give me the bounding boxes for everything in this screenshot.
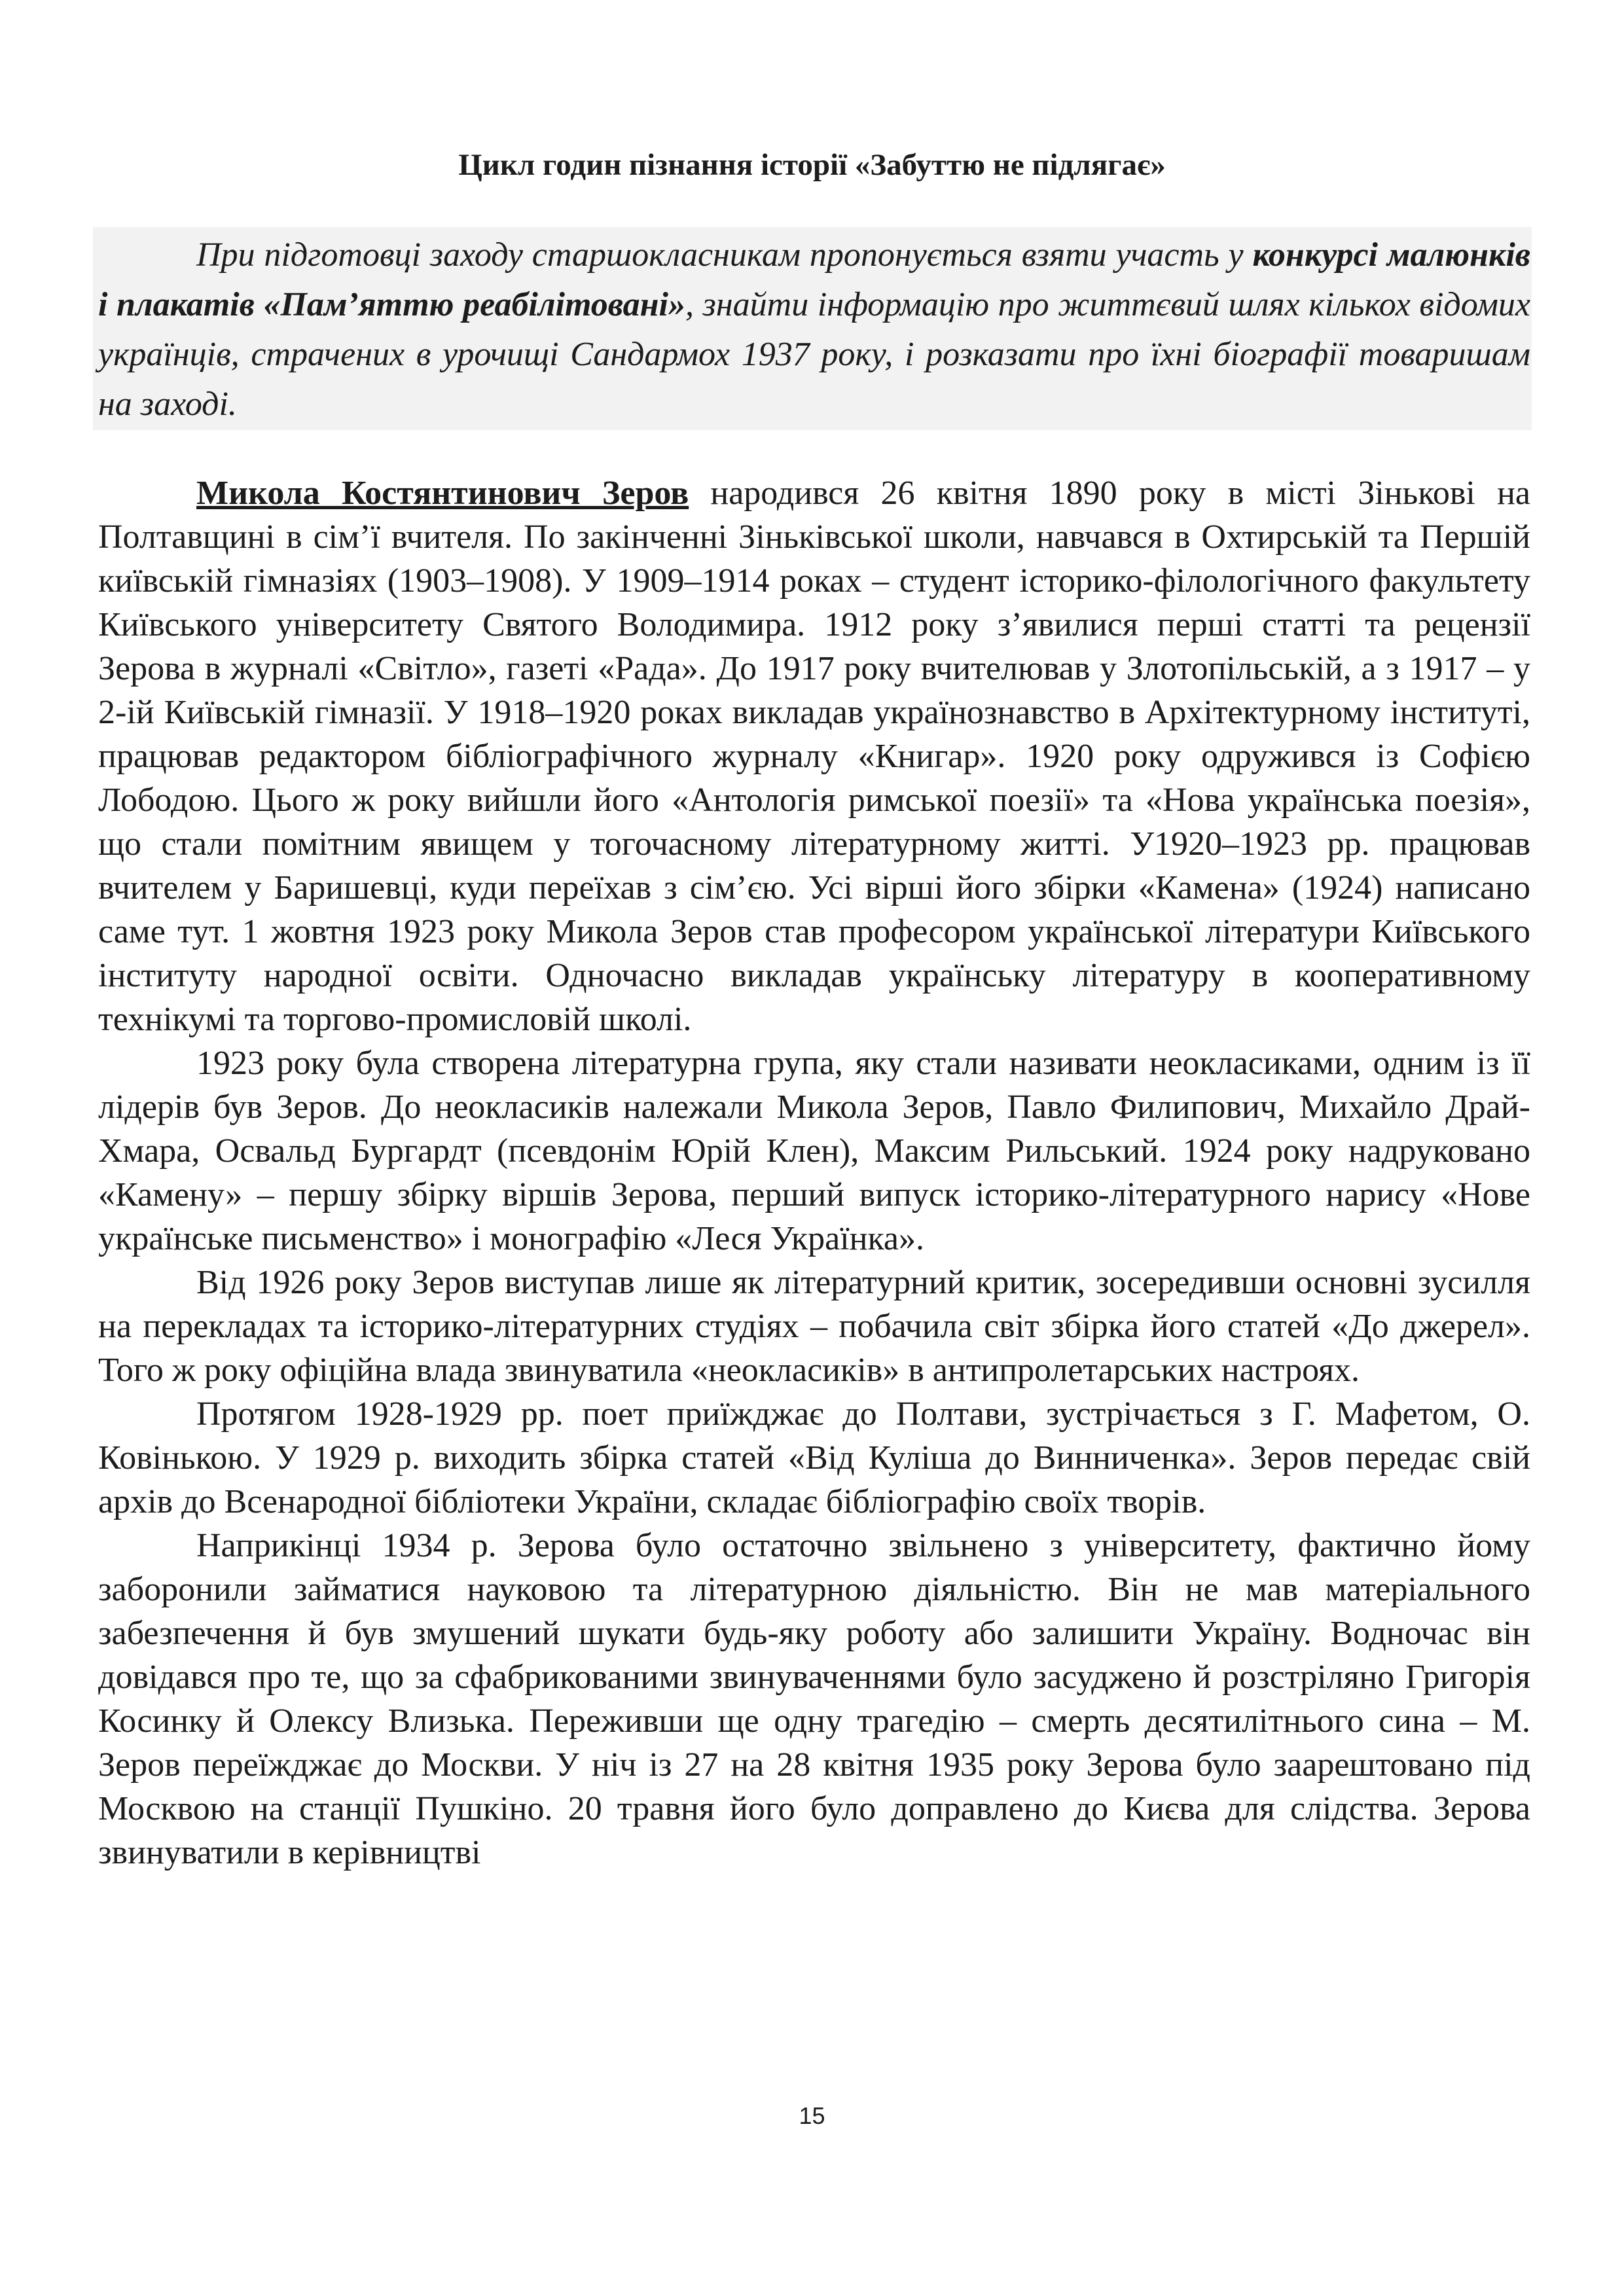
article-body: [98, 471, 1530, 1874]
paragraph-neoclassics: 1923 року була створена літературна група, яку стали називати неокласиками, одним із її лідерів був Зеров. До неокласиків належали Микола Зеров, Павло Филипович, Михайло Драй-Хмара, Освальд Бургардт (псевдонім Юрій Клен), Максим Рильський. 1924 року надруковано «Камену» – першу збірку віршів Зерова, перший випуск історико-літературного нарису «Нове українське письменство» і монографію «Леся Українка».: [98, 1045, 1530, 1257]
paragraph-critic: Від 1926 року Зеров виступав лише як літературний критик, зосередивши основні зусилля на перекладах та історико-літературних студіях – побачила світ збірка його статей «До джерел». Того ж року офіційна влада звинуватила «неокласиків» в антипролетарських настроях.: [98, 1264, 1530, 1389]
page-title: Цикл годин пізнання історії «Забуттю не підлягає»: [458, 148, 1166, 182]
paragraph-poltava: Протягом 1928-1929 рр. поет приїжджає до Полтави, зустрічається з Г. Мафетом, О. Ковінькою. У 1929 р. виходить збірка статей «Від Куліша до Винниченка». Зеров передає свій архів до Всенародної бібліотеки України, складає бібліографію своїх творів.: [98, 1395, 1530, 1520]
intro-paragraph: [98, 230, 1530, 429]
intro-text-end: , знайти інформацію про життєвий шлях кількох відомих українців, страчених в урочищі Сандармох 1937 року, і розказати про їхні біографії товаришам на заході.: [98, 286, 1530, 423]
contest-name: конкурсі малюнків і плакатів «Пам’яттю реабілітовані»: [98, 236, 1531, 323]
page-number: 15: [799, 2102, 825, 2129]
intro-text-start: При підготовці заходу старшокласникам пропонується взяти участь у: [196, 236, 1253, 274]
person-name: Микола Костянтинович Зеров: [196, 475, 689, 512]
paragraph-biography: [98, 471, 1530, 1041]
paragraph-text: народився 26 квітня 1890 року в місті Зінькові на Полтавщині в сім’ї вчителя. По закінченні Зіньківської школи, навчався в Охтирській та Першій київській гімназіях (1903–1908). У 1909–1914 роках – студент історико-філологічного факультету Київського університету Святого Володимира. 1912 року з’явилися перші статті та рецензії Зерова в журналі «Світло», газеті «Рада». До 1917 року вчителював у Злотопільській, а з 1917 – у 2-ій Київській гімназії. У 1918–1920 роках викладав українознавство в Архітектурному інституті, працював редактором бібліографічного журналу «Книгар». 1920 року одружився із Софією Лободою. Цього ж року вийшли його «Антологія римської поезії» та «Нова українська поезія», що стали помітним явищем у тогочасному літературному житті. У1920–1923 рр. працював вчителем у Баришевці, куди переїхав з сім’єю. Усі вірші його збірки «Камена» (1924) написано саме тут. 1 жовтня 1923 року Микола Зеров став професором української літератури Київського інституту народної освіти. Одночасно викладав українську літературу в кооперативному технікумі та торгово-промисловій школі.: [98, 475, 1530, 1038]
paragraph-arrest: Наприкінці 1934 р. Зерова було остаточно звільнено з університету, фактично йому заборонили займатися науковою та літературною діяльністю. Він не мав матеріального забезпечення й був змушений шукати будь-яку роботу або залишити Україну. Водночас він довідався про те, що за сфабрикованими звинуваченнями було засуджено й розстріляно Григорія Косинку й Олексу Влизька. Переживши ще одну трагедію – смерть десятилітнього сина – М. Зеров переїжджає до Москви. У ніч із 27 на 28 квітня 1935 року Зерова було заарештовано під Москвою на станції Пушкіно. 20 травня його було доправлено до Києва для слідства. Зерова звинуватили в керівництві: [98, 1527, 1530, 1871]
